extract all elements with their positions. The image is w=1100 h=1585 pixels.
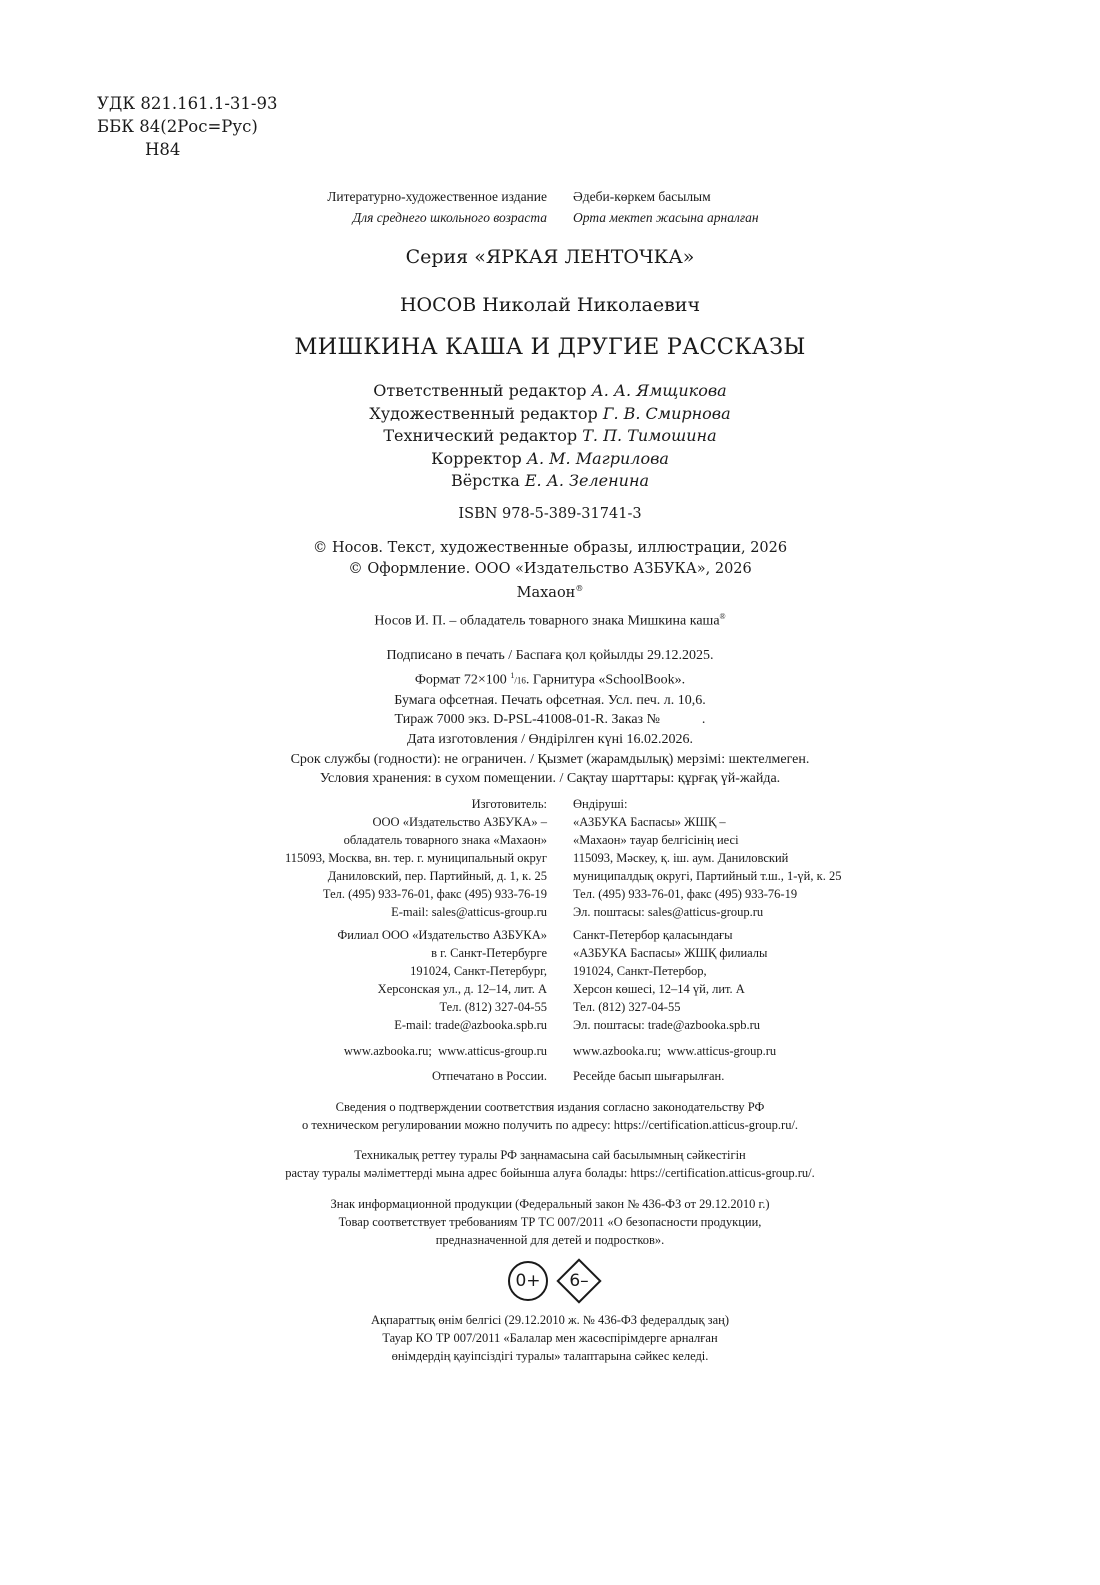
- copyright-text: © Носов. Текст, художественные образы, иллюстрации, 2026: [312, 540, 788, 556]
- info-sign-ru: Знак информационной продукции (Федеральный закон № 436-ФЗ от 29.12.2010 г.) Товар соответствует требованиям ТР ТС 007/2011 «О безопасности продукции, предназначенной для детей и подростков».: [330, 1197, 770, 1247]
- catalog-codes: [97, 92, 277, 161]
- service-life: Срок службы (годности): не ограничен. / Қызмет (жарамдылық) мерзімі: шектелмеген.: [290, 751, 810, 767]
- credit-role: Ответственный редактор: [373, 381, 587, 400]
- manufacturer-ru: Изготовитель: ООО «Издательство АЗБУКА» – обладатель товарного знака «Махаон» 115093, Москва, вн. тер. г. муниципальный округ Даниловский, пер. Партийный, д. 1, к. 25 Тел. (495) 933-76-01, факс (495) 933-76-19 E-mail: sales@atticus-group.ru: [284, 797, 547, 919]
- credit-role: Художественный редактор: [369, 403, 598, 423]
- paper-line: Бумага офсетная. Печать офсетная. Усл. печ. л. 10,6.: [394, 692, 706, 708]
- email-link[interactable]: E-mail: sales@atticus-group.ru: [391, 905, 547, 919]
- email-link[interactable]: E-mail: trade@azbooka.spb.ru: [394, 1018, 547, 1032]
- branch-ru: Филиал ООО «Издательство АЗБУКА» в г. Санкт-Петербурге 191024, Санкт-Петербург, Херсонская ул., д. 12–14, лит. А Тел. (812) 327-04-55 E-mail: trade@azbooka.spb.ru: [337, 928, 547, 1032]
- age-rating-diamond-icon: 6–: [554, 1256, 604, 1306]
- bbk-code: ББК 84(2Рос=Рус): [97, 117, 258, 136]
- certification-ru: Сведения о подтверждении соответствия издания согласно законодательству РФ о техническом регулировании можно получить по адресу: https://certification.atticus-group.ru/.: [301, 1100, 799, 1132]
- credit-person: Т. П. Тимошина: [582, 426, 717, 445]
- storage-conditions: Условия хранения: в сухом помещении. / Сақтау шарттары: құрғақ үй-жайда.: [319, 771, 781, 787]
- imprint-name: Махаон®: [516, 584, 584, 601]
- isbn: ISBN 978-5-389-31741-3: [458, 506, 642, 522]
- credit-role: Технический редактор: [383, 426, 578, 445]
- credit-line: [0, 425, 1100, 448]
- registered-mark: ®: [575, 584, 584, 593]
- credit-person: Е. А. Зеленина: [524, 471, 650, 490]
- websites-kz[interactable]: www.azbooka.ru; www.atticus-group.ru: [573, 1044, 777, 1058]
- book-title: МИШКИНА КАША И ДРУГИЕ РАССКАЗЫ: [294, 334, 806, 360]
- print-run: Тираж 7000 экз. D-PSL-41008-01-R. Заказ № .: [394, 712, 706, 728]
- credit-line: [0, 448, 1100, 471]
- signed-for-print: Подписано в печать / Баспаға қол қойылды 29.12.2025.: [386, 648, 714, 663]
- manufacture-date: Дата изготовления / Өндірілген күні 16.02.2026.: [407, 732, 693, 748]
- copyright-design: © Оформление. ООО «Издательство АЗБУКА», 2026: [348, 560, 752, 577]
- credit-role: Корректор: [431, 448, 522, 468]
- credit-line: [0, 470, 1100, 493]
- print-info: [0, 646, 1100, 789]
- credit-line: [0, 380, 1100, 403]
- edition-type-ru: Литературно-художественное издание: [327, 189, 547, 204]
- manufacturer-kz: Өндіруші: «АЗБУКА Баспасы» ЖШҚ – «Махаон» тауар белгісінің иесі 115093, Мәскеу, қ. іш. аум. Даниловский муниципалдық округі, Партийный т.ш., 1-үй, к. 25 Тел. (495) 933-76-01, факс (495) 933-76-19 Эл. поштасы: sales@atticus-group.ru: [573, 797, 842, 919]
- age-rating-circle-icon: 0+: [508, 1261, 548, 1301]
- format-line: Формат 72×100 $^1$/16. Гарнитура «SchoolBook».: [414, 670, 686, 688]
- edition-kind-kz: [573, 186, 759, 228]
- edition-audience-ru: Для среднего школьного возраста: [352, 210, 547, 225]
- printed-in-kz: Ресейде басып шығарылған.: [573, 1069, 725, 1083]
- email-link[interactable]: Эл. поштасы: sales@atticus-group.ru: [573, 905, 764, 919]
- certification-kz: Техникалық реттеу туралы РФ заңнамасына сай басылымның сәйкестігін растау туралы мәліметтерді мына адрес бойынша алуға болады: https://certification.atticus-group.ru/.: [285, 1148, 815, 1180]
- credit-person: А. А. Ямщикова: [591, 381, 727, 400]
- credit-line: [0, 403, 1100, 426]
- udk-code: УДК 821.161.1-31-93: [97, 94, 278, 113]
- trademark-notice: Носов И. П. – обладатель товарного знака Мишкина каша®: [374, 612, 726, 629]
- registered-mark: ®: [719, 612, 726, 621]
- websites-ru[interactable]: www.azbooka.ru; www.atticus-group.ru: [343, 1044, 547, 1058]
- age-rating-badges: [508, 1256, 604, 1306]
- credit-person: А. М. Магрилова: [526, 448, 669, 468]
- credit-role: Вёрстка: [450, 471, 520, 490]
- series-name: Серия «ЯРКАЯ ЛЕНТОЧКА»: [405, 246, 695, 268]
- credits-list: [0, 380, 1100, 493]
- author-mark: Н84: [145, 140, 181, 159]
- edition-audience-kz: Орта мектеп жасына арналған: [573, 210, 759, 225]
- info-sign-kz: Ақпараттық өнім белгісі (29.12.2010 ж. № 436-ФЗ федералдық заң) Тауар КО ТР 007/2011 «Балалар мен жасөспірімдерге арналған өнімдердің қауіпсіздігі туралы» талаптарына сәйкес келеді.: [371, 1313, 729, 1363]
- printed-in-ru: Отпечатано в России.: [432, 1069, 547, 1083]
- copyright-block: [0, 538, 1100, 603]
- author-name: НОСОВ Николай Николаевич: [399, 294, 701, 316]
- credit-person: Г. В. Смирнова: [602, 403, 731, 423]
- branch-kz: Санкт-Петербор қаласындағы «АЗБУКА Баспасы» ЖШҚ филиалы 191024, Санкт-Петербор, Херсон көшесі, 12–14 үй, лит. А Тел. (812) 327-04-55 Эл. поштасы: trade@azbooka.spb.ru: [573, 928, 768, 1032]
- email-link[interactable]: Эл. поштасы: trade@azbooka.spb.ru: [573, 1018, 761, 1032]
- edition-kind-ru: [327, 186, 547, 228]
- edition-type-kz: Әдеби-көркем басылым: [573, 189, 711, 204]
